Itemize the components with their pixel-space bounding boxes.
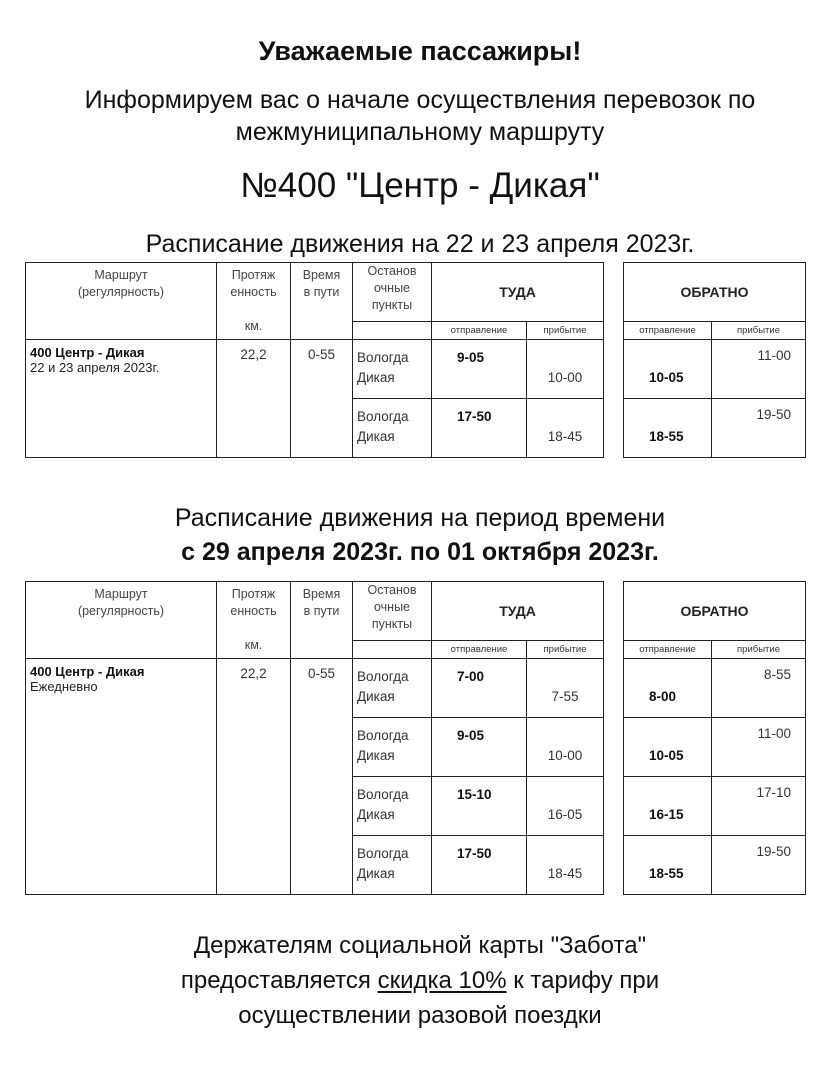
there-departure: 15-10 [432,777,527,836]
header-there-arrival: прибытие [527,641,604,659]
footer-line-2: предоставляется скидка 10% к тарифу при [180,967,660,994]
intro-line-2: межмуниципальному маршруту [235,118,605,146]
header-there-arrival: прибытие [527,322,604,340]
route-name: 400 Центр - Дикая [30,664,145,679]
there-arrival: 16-05 [527,777,604,836]
stops-cell: Вологда Дикая [353,718,432,777]
gap-cell [604,263,624,322]
there-arrival: 10-00 [527,718,604,777]
back-arrival: 19-50 [712,399,806,458]
route-travel-time: 0-55 [291,659,353,895]
header-length: Протяж енность км. [217,263,291,340]
header-there-departure: отправление [432,322,527,340]
back-arrival: 8-55 [712,659,806,718]
header-back-departure: отправление [624,322,712,340]
schedule2-caption-line-1: Расписание движения на период времени [174,504,666,532]
back-departure: 10-05 [624,340,712,399]
route-travel-time: 0-55 [291,340,353,458]
page-title: Уважаемые пассажиры! [258,36,582,66]
there-departure: 9-05 [432,340,527,399]
route-name: 400 Центр - Дикая [30,345,145,360]
stops-cell: Вологда Дикая [353,659,432,718]
there-arrival: 7-55 [527,659,604,718]
header-travel-time: Время в пути [291,263,353,340]
back-arrival: 11-00 [712,340,806,399]
route-note: 22 и 23 апреля 2023г. [30,360,160,375]
schedule2-table [25,581,806,895]
stops-cell: Вологда Дикая [353,340,432,399]
back-arrival: 17-10 [712,777,806,836]
header-there: ТУДА [432,582,604,641]
schedule1-caption: Расписание движения на 22 и 23 апреля 2023г. [145,230,695,258]
back-departure: 10-05 [624,718,712,777]
header-back-arrival: прибытие [712,641,806,659]
header-back: ОБРАТНО [624,582,806,641]
route-heading: №400 "Центр - Дикая" [240,166,600,205]
back-arrival: 11-00 [712,718,806,777]
there-departure: 9-05 [432,718,527,777]
back-departure: 18-55 [624,836,712,895]
schedule2-caption-line-2: с 29 апреля 2023г. по 01 октября 2023г. [181,538,659,566]
back-departure: 8-00 [624,659,712,718]
there-arrival: 10-00 [527,340,604,399]
footer-note [0,928,840,1033]
table-row [26,340,806,399]
schedule1-table [25,262,806,458]
footer-line-3: осуществлении разовой поездки [238,1002,602,1029]
header-there-departure: отправление [432,641,527,659]
back-departure: 16-15 [624,777,712,836]
route-length: 22,2 [217,340,291,458]
gap-cell [604,582,624,641]
back-arrival: 19-50 [712,836,806,895]
there-departure: 17-50 [432,836,527,895]
there-arrival: 18-45 [527,836,604,895]
stops-cell: Вологда Дикая [353,777,432,836]
header-travel-time: Время в пути [291,582,353,659]
header-length: Протяж енность км. [217,582,291,659]
header-back-departure: отправление [624,641,712,659]
back-departure: 18-55 [624,399,712,458]
table-row [26,659,806,718]
route-cell [26,659,217,895]
header-stops: Останов очные пункты [353,263,432,322]
header-route: Маршрут (регулярность) [26,263,217,340]
route-note: Ежедневно [30,679,98,694]
intro-line-1: Информируем вас о начале осуществления перевозок по [84,86,756,114]
header-stops: Останов очные пункты [353,582,432,641]
footer-line-1: Держателям социальной карты "Забота" [193,932,647,959]
route-cell [26,340,217,458]
header-there: ТУДА [432,263,604,322]
header-back: ОБРАТНО [624,263,806,322]
there-departure: 7-00 [432,659,527,718]
header-back-arrival: прибытие [712,322,806,340]
stops-cell: Вологда Дикая [353,836,432,895]
there-arrival: 18-45 [527,399,604,458]
stops-cell: Вологда Дикая [353,399,432,458]
there-departure: 17-50 [432,399,527,458]
header-route: Маршрут (регулярность) [26,582,217,659]
discount-text: скидка 10% [377,967,507,994]
route-length: 22,2 [217,659,291,895]
